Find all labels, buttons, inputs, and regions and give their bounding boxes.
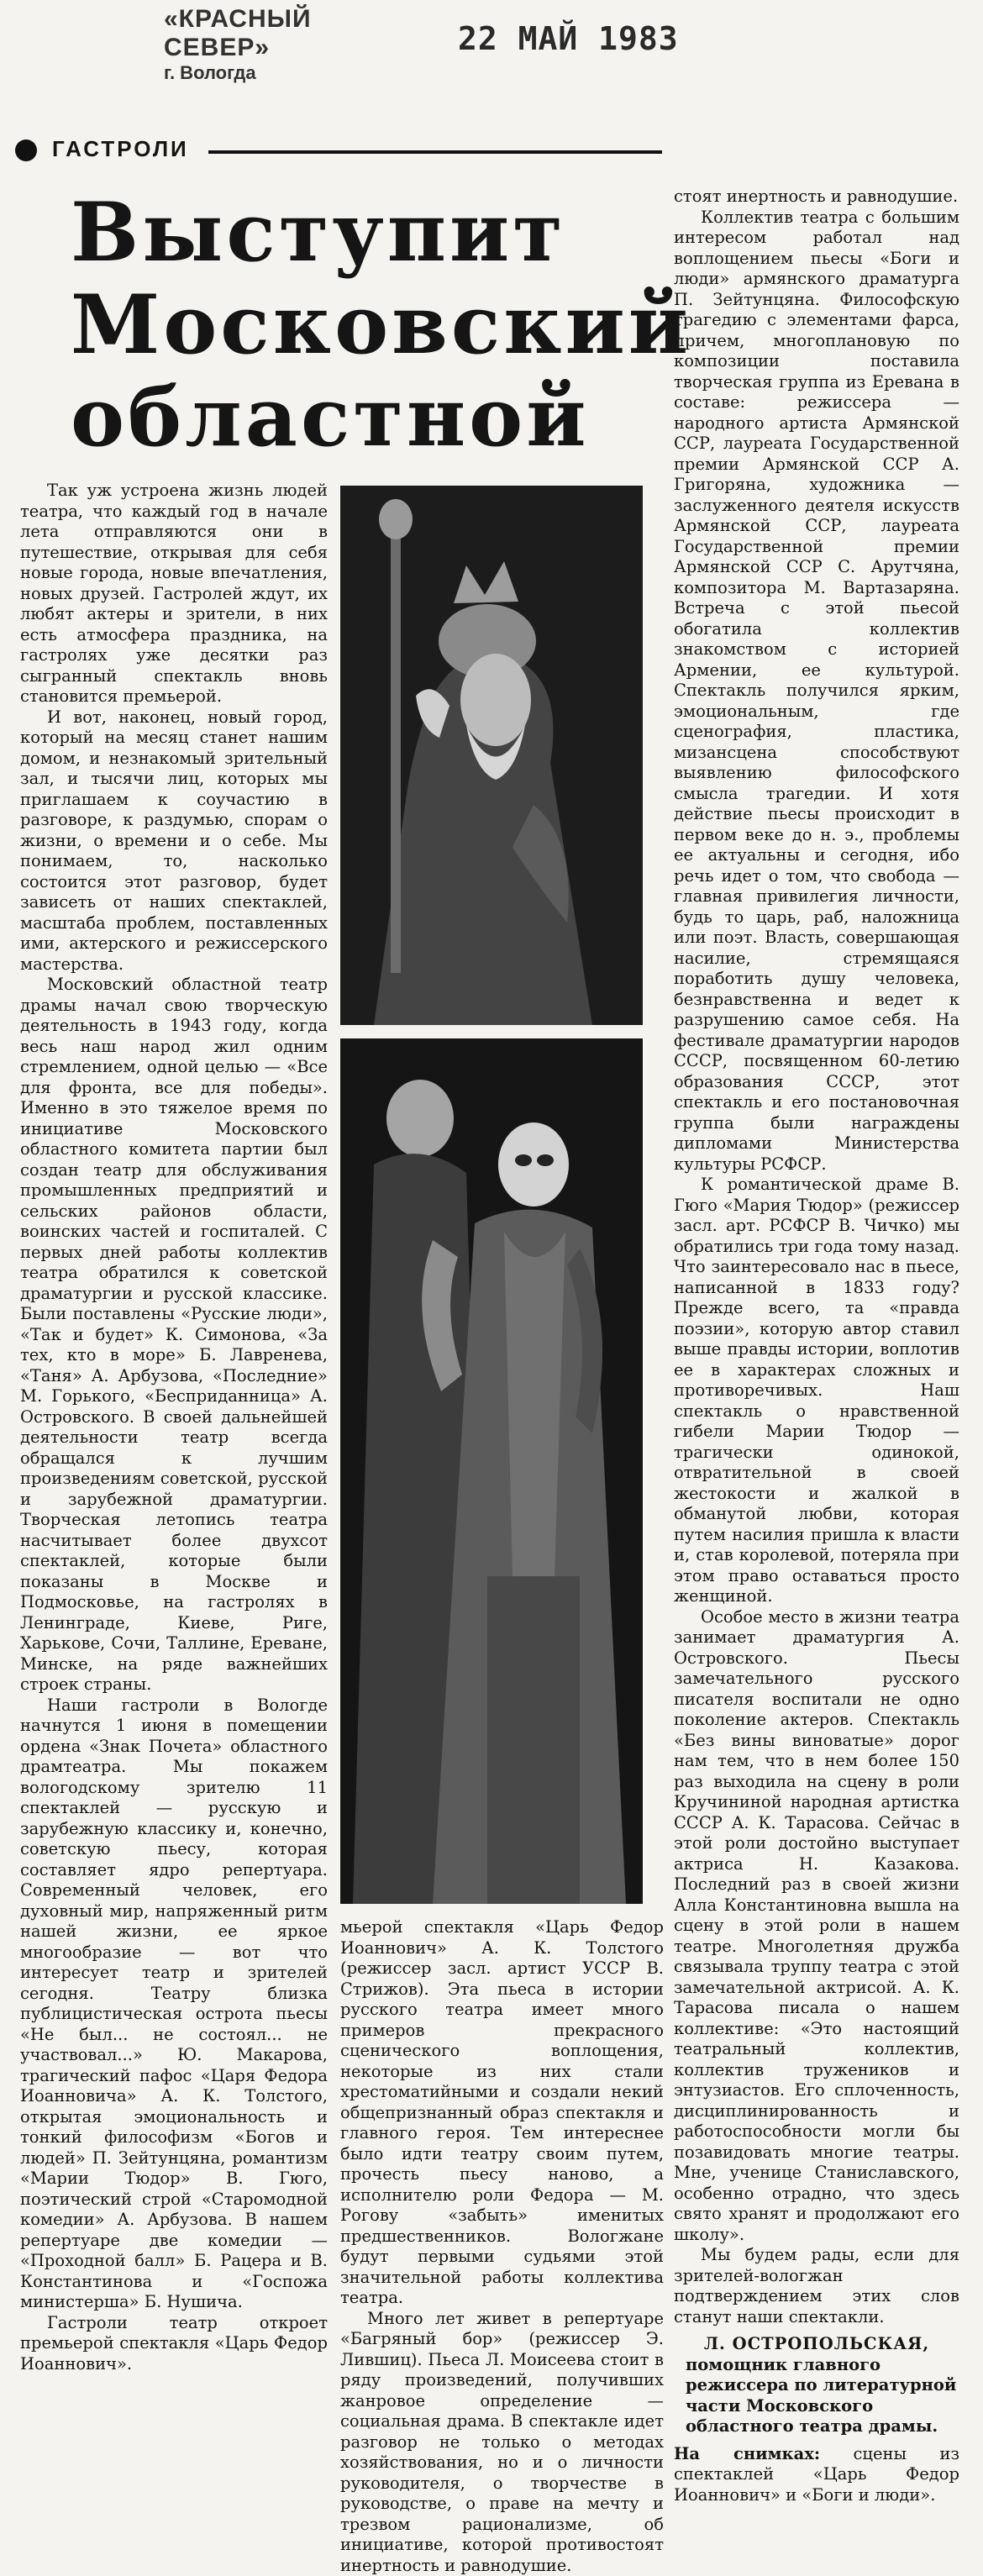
photo-caption-text: сцены из спектаклей «Царь Федор Иоаннович» и «Боги и люди». bbox=[674, 2444, 959, 2505]
paragraph: мьерой спектакля «Царь Федор Иоаннович» А. К. Толстого (режиссер засл. артист УССР В. Стрижов). Эта пьеса в истории русского театра имеет много примеров прекрасного сценического воплощения, некоторые из них стали хрестоматийными и создали некий общепризнанный образ спектакля и главного героя. Тем интереснее было идти театру своим путем, прочесть пьесу наново, а исполнителю роли Федора — М. Рогову «забыть» именитых предшественников. Вологжане будут первыми судьями этой значительной работы коллектива театра. bbox=[340, 1917, 664, 2309]
headline-line-1: Выступит bbox=[71, 187, 650, 279]
photo-tsar-fyodor bbox=[340, 486, 643, 1025]
publication-city: г. Вологда bbox=[164, 62, 416, 84]
article-column-2 bbox=[340, 1917, 664, 2342]
masthead bbox=[164, 5, 416, 84]
photo-tsar-fyodor-image bbox=[340, 486, 643, 1025]
bullet-icon bbox=[15, 139, 37, 161]
paragraph: стоят инертность и равнодушие. bbox=[674, 187, 959, 208]
paragraph: Гастроли театр откроет премьерой спектакля «Царь Федор Иоаннович». bbox=[20, 2313, 328, 2375]
author-name: Л. ОСТРОПОЛЬСКАЯ, bbox=[674, 2334, 959, 2355]
rubric-label: ГАСТРОЛИ bbox=[52, 136, 189, 162]
paragraph: Много лет живет в репертуаре «Багряный бор» (режиссер Э. Лившиц). Пьеса Л. Моисеева стоит в ряду произведений, получивших жанровое определение — социальная драма. В спектакле идет разговор не только о методах хозяйствования, но и о личности руководителя, о творчестве в руководстве, о праве на мечту и трезвом рационализме, об инициативе, которой противостоят инертность и равнодушие. bbox=[340, 2309, 664, 2576]
author-signature bbox=[674, 2334, 959, 2437]
paragraph: Коллектив театра с большим интересом работал над воплощением пьесы «Боги и люди» армянского драматурга П. Зейтунцяна. Философскую трагедию с элементами фарса, причем, многоплановую по композиции поставила творческая группа из Еревана в составе: режиссера — народного артиста Армянской ССР, лауреата Государственной премии Армянской ССР А. Григоряна, художника — заслуженного деятеля искусств Армянской ССР, лауреата Государственной премии Армянской ССР С. Арутчяна, композитора М. Вартазаряна. Встреча с этой пьесой обогатила коллектив знакомством с историей Армении, ее культурой. Спектакль получился ярким, эмоциональным, где сценография, пластика, мизансцена способствуют выявлению философского смысла трагедии. И хотя действие пьесы происходит в первом веке до н. э., проблемы ее актуальны и сегодня, ибо речь идет о том, что свобода — главная привилегия личности, будь то царь, раб, наложница или поэт. Власть, совершающая насилие, стремящаяся поработить душу человека, безнравственна и ведет к разрушению самое себя. На фестивале драматургии народов СССР, посвященном 60-летию образования СССР, этот спектакль и его постановочная группа были награждены дипломами Министерства культуры РСФСР. bbox=[674, 208, 959, 1175]
paragraph: Московский областной театр драмы начал свою творческую деятельность в 1943 году, когда весь наш народ жил одним стремлением, одной целью — «Все для фронта, все для победы». Именно в это тяжелое время по инициативе Московского областного комитета партии был создан театр для обслуживания промышленных предприятий и сельских районов области, воинских частей и госпиталей. С первых дней работы коллектив театра обратился к советской драматургии и русской классике. Были поставлены «Русские люди», «Так и будет» К. Симонова, «За тех, кто в море» Б. Лавренева, «Таня» А. Арбузова, «Последние» М. Горького, «Бесприданница» А. Островского. В своей дальнейшей деятельности театр всегда обращался к лучшим произведениям советской, русской и зарубежной драматургии. Творческая летопись театра насчитывает более двухсот спектаклей, которые были показаны в Москве и Подмосковье, на гастролях в Ленинграде, Киеве, Риге, Харькове, Сочи, Таллине, Ереване, Минске, на ряде важнейших строек страны. bbox=[20, 975, 328, 1695]
paragraph: Наши гастроли в Вологде начнутся 1 июня в помещении ордена «Знак Почета» областного драмтеатра. Мы покажем вологодскому зрителю 11 спектаклей — русскую и зарубежную классику и, конечно, советскую пьесу, которая составляет ядро репертуара. Современный человек, его духовный мир, напряженный ритм нашей жизни, ее яркое многообразие — вот что интересует театр и зрителей сегодня. Театру близка публицистическая острота пьесы «Не был... не состоял... не участвовал...» Ю. Макарова, трагический пафос «Царя Федора Иоанновича» А. К. Толстого, открытая эмоциональность и тонкий философизм «Богов и людей» П. Зейтунцяна, романтизм «Марии Тюдор» В. Гюго, поэтический строй «Старомодной комедии» А. Арбузова. В нашем репертуаре две комедии — «Проходной балл» Б. Рацера и В. Константинова и «Госпожа министерша» Б. Нушича. bbox=[20, 1695, 328, 2313]
paragraph: Особое место в жизни театра занимает драматургия А. Островского. Пьесы замечательного русского писателя воспитали не одно поколение актеров. Спектакль «Без вины виноватые» дорог нам тем, что в нем более 150 раз выходила на сцену в роли Кручининой народная артистка СССР А. К. Тарасова. Сейчас в этой роли достойно выступает актриса Н. Казакова. Последний раз в своей жизни Алла Константиновна вышла на сцену в этой роли в нашем театре. Многолетняя дружба связывала труппу театра с этой замечательной актрисой. А. К. Тарасова писала о нашем коллективе: «Это настоящий театральный коллектив, коллектив тружеников и энтузиастов. Его сплоченность, дисциплинированность и работоспособности могли бы позавидовать многие театры. Мне, ученице Станиславского, особенно отрадно, что здесь свято хранят и продолжают его школу». bbox=[674, 1607, 959, 2246]
headline-line-3: областной bbox=[71, 371, 650, 464]
date-stamp: 22 МАЙ 1983 bbox=[458, 20, 679, 57]
paragraph: И вот, наконец, новый город, который на месяц станет нашим домом, и незнакомый зрительный зал, и тысячи лиц, которых мы приглашаем к соучастию в разговоре, к раздумью, спорам о жизни, о времени и о себе. Мы понимаем, то, насколько состоится этот разговор, будет зависеть от наших спектаклей, масштаба проблем, поставленных ими, актерского и режиссерского мастерства. bbox=[20, 707, 328, 975]
rubric bbox=[15, 134, 662, 168]
paragraph: Так уж устроена жизнь людей театра, что каждый год в начале лета отправляются они в путешествие, открывая для себя новые города, новые впечатления, новых друзей. Гастролей ждут, их любят актеры и зрители, в них есть атмосфера праздника, на гастролях уже десятки раз сыгранный спектакль вновь становится премьерой. bbox=[20, 481, 328, 707]
paragraph: Мы будем рады, если для зрителей-вологжан подтверждением этих слов станут наши спектакли. bbox=[674, 2245, 959, 2327]
photo-caption-label: На снимках: bbox=[674, 2444, 820, 2463]
article-column-3 bbox=[674, 187, 959, 2342]
author-role: помощник главного режиссера по литературной части Московского областного театра драмы. bbox=[674, 2355, 959, 2437]
photo-gods-and-people-image bbox=[340, 1038, 643, 1904]
article-column-1 bbox=[20, 481, 328, 2344]
publication-name: «КРАСНЫЙ СЕВЕР» bbox=[164, 5, 416, 62]
headline-line-2: Московский bbox=[71, 279, 650, 371]
headline bbox=[71, 187, 650, 464]
photo-gods-and-people bbox=[340, 1038, 643, 1904]
rubric-rule bbox=[208, 150, 662, 154]
paragraph: К романтической драме В. Гюго «Мария Тюдор» (режиссер засл. арт. РСФСР В. Чичко) мы обратились три года тому назад. Что заинтересовало нас в пьесе, написанной в 1833 году? Прежде всего, та «правда поэзии», которую автор ставил выше правды истории, воплотив ее в характерах сложных и противоречивых. Наш спектакль о нравственной гибели Марии Тюдор — трагически одинокой, отвратительной в своей жестокости и жалкой в обманутой любви, которая путем насилия пришла к власти и, став королевой, потеряла при этом право оставаться просто женщиной. bbox=[674, 1175, 959, 1607]
photo-caption bbox=[674, 2444, 959, 2506]
